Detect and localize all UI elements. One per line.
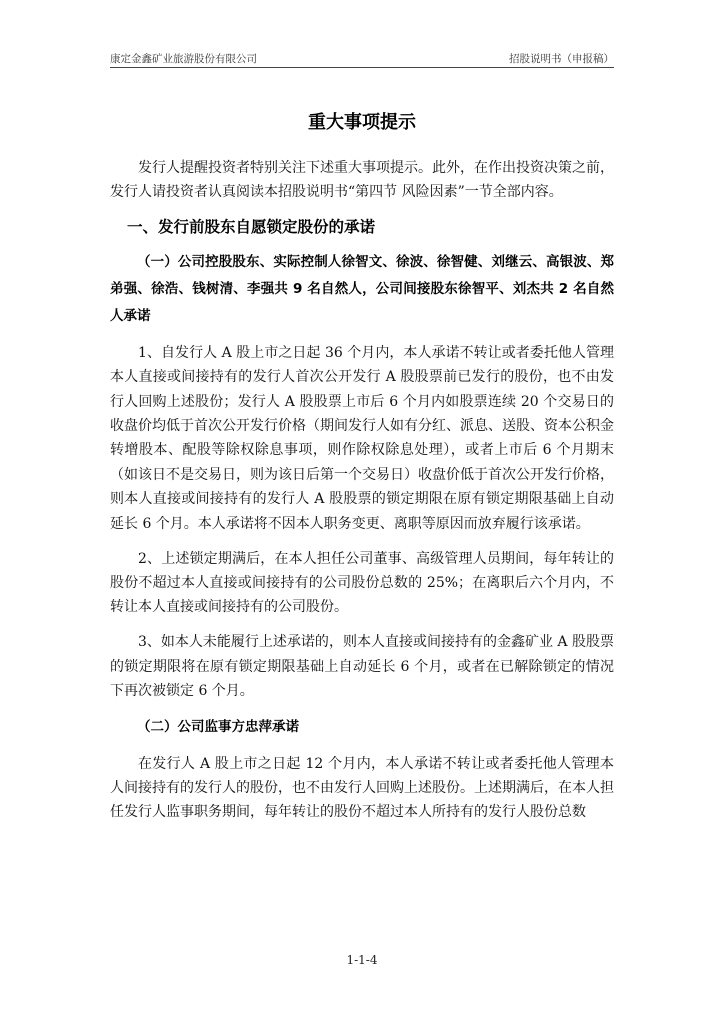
commitment-paragraph-2: 2、上述锁定期满后，在本人担任公司董事、高级管理人员期间，每年转让的股份不超过本人直接或间接持有的公司股份总数的 25%；在离职后六个月内，不转让本人直接或间接持有的公司股份。 xyxy=(110,550,614,616)
intro-paragraph: 发行人提醒投资者特别关注下述重大事项提示。此外，在作出投资决策之前，发行人请投资者认真阅读本招股说明书“第四节 风险因素”一节全部内容。 xyxy=(110,160,614,201)
supervisor-commitment-paragraph: 在发行人 A 股上市之日起 12 个月内，本人承诺不转让或者委托他人管理本人间接持有的发行人的股份，也不由发行人回购上述股份。上述期满后，在本人担任发行人监事职务期间，每年转让的股份不超过本人所持有的发行人股份总数 xyxy=(110,755,614,821)
header-company-name: 康定金鑫矿业旅游股份有限公司 xyxy=(110,53,257,65)
page-header xyxy=(110,50,614,66)
subsection-heading-supervisor: （二）公司监事方忠萍承诺 xyxy=(137,719,299,735)
header-document-type: 招股说明书（申报稿） xyxy=(509,53,614,65)
page-number: 1-1-4 xyxy=(346,953,378,967)
commitment-paragraph-1: 1、自发行人 A 股上市之日起 36 个月内，本人承诺不转让或者委托他人管理本人直接或间接持有的发行人首次公开发行 A 股股票前已发行的股份，也不由发行人回购上述股份；发行人 A 股股票上市后 6 个月内如股票连续 20 个交易日的收盘价均低于首次公开发行价格（期间发行人如有分红、派息、送股、资本公积金转增股本、配股等除权除息事项，则作除权除息处理），或者上市后 6 个月期末（如该日不是交易日，则为该日后第一个交易日）收盘价低于首次公开发行价格，则本人直接或间接持有的发行人 A 股股票的锁定期限在原有锁定期限基础上自动延长 6 个月。本人承诺将不因本人职务变更、离职等原因而放弃履行该承诺。 xyxy=(110,344,614,532)
subsection-heading-controlling-shareholders: （一）公司控股股东、实际控制人徐智文、徐波、徐智健、刘继云、高银波、郑弟强、徐浩、钱树清、李强共 9 名自然人，公司间接股东徐智平、刘杰共 2 名自然人承诺 xyxy=(110,254,614,325)
header-rule xyxy=(110,67,614,68)
commitment-paragraph-3: 3、如本人未能履行上述承诺的，则本人直接或间接持有的金鑫矿业 A 股股票的锁定期限将在原有锁定期限基础上自动延长 6 个月，或者在已解除锁定的情况下再次被锁定 6 个月。 xyxy=(110,634,614,700)
document-title: 重大事项提示 xyxy=(308,112,416,133)
document-body xyxy=(110,156,614,825)
section-heading-lockup-commitment: 一、发行前股东自愿锁定股份的承诺 xyxy=(127,217,376,236)
